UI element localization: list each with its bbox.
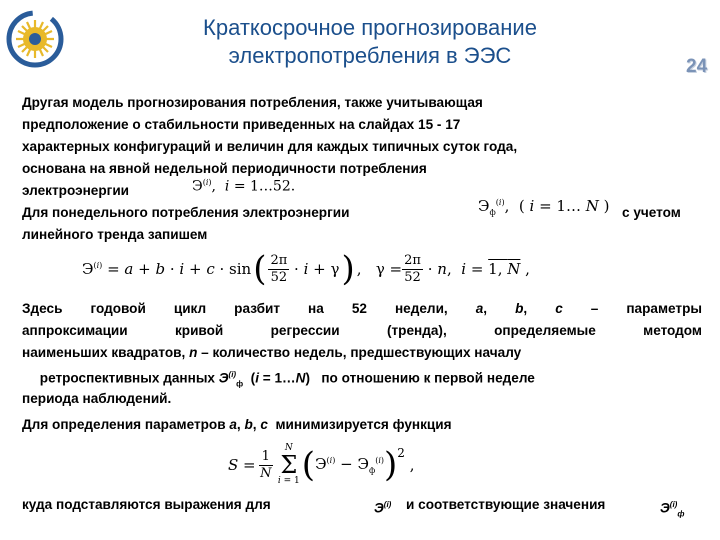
p2-line-2: линейного тренда запишем — [22, 227, 208, 242]
actual-symbol: $Э^{(i)}_ф$ — [660, 500, 685, 519]
p3-line-3: наименьших квадратов, n – количество недель, предшествующих началу — [22, 345, 522, 360]
p5-start: куда подставляются выражения для — [22, 497, 271, 512]
p2-line-1-end: с учетом — [622, 205, 681, 220]
company-logo-icon — [2, 6, 66, 70]
weekly-index-formula: $Э^{(i)}$, i = 1…52. — [192, 178, 296, 195]
p4-line: Для определения параметров a, b, c минимизируется функция — [22, 417, 452, 432]
title-line-2: электропотребления в ЭЭС — [228, 43, 512, 68]
p1-line-4: основана на явной недельной периодичности потребления — [22, 161, 427, 176]
p5-mid: и соответствующие значения — [406, 497, 606, 512]
p2-line-1-start: Для понедельного потребления электроэнергии — [22, 205, 350, 220]
p1-line-1: Другая модель прогнозирования потребления, также учитывающая — [22, 95, 483, 110]
p3-line-2: аппроксимации кривой регрессии (тренда), определяемые методом — [22, 323, 702, 338]
p3-line-5: периода наблюдений. — [22, 391, 172, 406]
trend-model-formula: $Э^{(i)} = a + b \cdot i + c \cdot \sin$ ( 2π 52 · i + γ ) , γ = $\frac{2\pi}{52}$ · n, i = 1, N , — [82, 249, 530, 289]
model-symbol: $Э^{(i)}$ — [374, 500, 392, 516]
p3-line-1: Здесь годовой цикл разбит на 52 недели, a, b, c – параметры — [22, 301, 702, 316]
slide-number: 24 — [686, 56, 708, 77]
p3-line-4: ретроспективных данных $Э^{(i)}_ф$ (i = 1…N) по отношению к первой неделе — [36, 370, 535, 389]
p1-line-3: характерных конфигураций и величин для каждых типичных суток года, — [22, 139, 518, 154]
p1-line-2: предположение о стабильности приведенных на слайдах 15 - 17 — [22, 117, 461, 132]
actual-consumption-formula: $Э_ф^{(i)}$, ( i = 1… N ) — [478, 197, 610, 217]
title-line-1: Краткосрочное прогнозирование — [203, 15, 537, 40]
least-squares-formula: S = $\frac{1}{N}$ N Σ i = 1 ( $Э^{(i)} - Э_ф^{(i)}$ ) 2 , — [228, 443, 415, 486]
p1-line-5: электроэнергии — [22, 183, 130, 198]
slide-title — [150, 14, 590, 70]
